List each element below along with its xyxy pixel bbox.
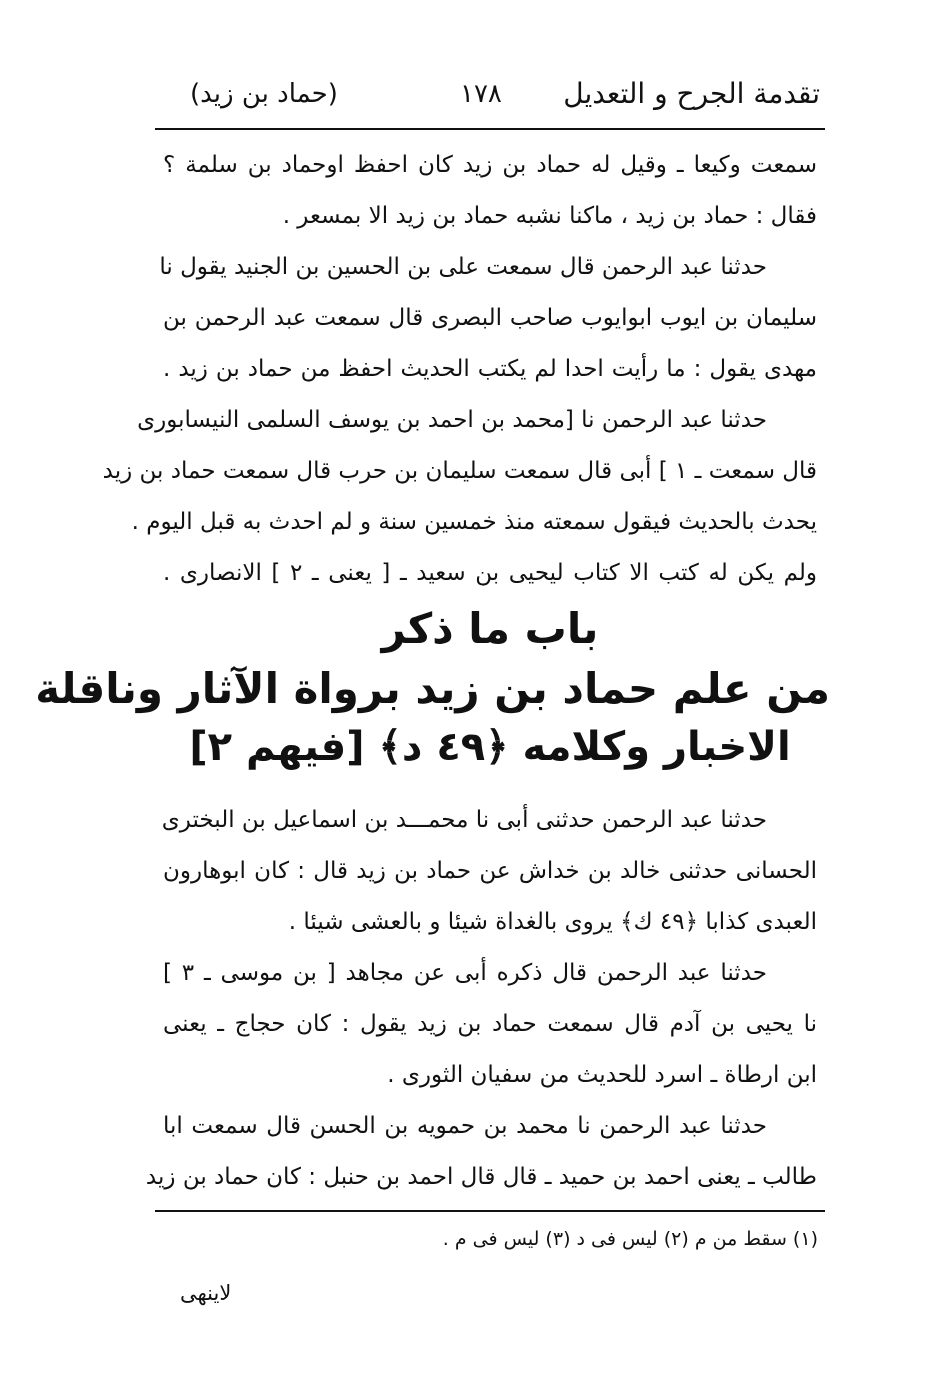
text-line: نا يحيى بن آدم قال سمعت حماد بن زيد يقول : كان حجاج ـ يعنى — [163, 1011, 817, 1037]
text-line: سليمان بن ايوب ابوايوب صاحب البصرى قال سمعت عبد الرحمن بن — [163, 305, 817, 331]
text-line: ولم يكن له كتب الا كتاب ليحيى بن سعيد ـ [ يعنى ـ ٢ ] الانصارى . — [163, 560, 817, 586]
chapter-heading-line: باب ما ذكر — [381, 604, 599, 653]
chapter-heading-line: الاخبار وكلامه ﴿٤٩ د﴾ [فيهم ٢] — [189, 724, 791, 770]
chapter-heading-line: من علم حماد بن زيد برواة الآثار وناقلة — [35, 664, 830, 713]
section-title: (حماد بن زيد) — [190, 79, 338, 109]
text-line: العبدى كذابا ﴿٤٩ ك﴾ يروى بالغداة شيئا و بالعشى شيئا . — [288, 909, 817, 935]
text-line: مهدى يقول : ما رأيت احدا لم يكتب الحديث احفظ من حماد بن زيد . — [163, 356, 817, 382]
text-line: حدثنا عبد الرحمن حدثنى أبى نا محمـــد بن اسماعيل بن البخترى — [161, 807, 767, 833]
text-line: حدثنا عبد الرحمن نا محمد بن حمويه بن الحسن قال سمعت ابا — [163, 1113, 767, 1139]
page-number: ١٧٨ — [460, 79, 502, 109]
text-line: طالب ـ يعنى احمد بن حميد ـ قال قال احمد بن حنبل : كان حماد بن زيد — [145, 1164, 817, 1190]
footnote: (١) سقط من م (٢) ليس فى د (٣) ليس فى م . — [442, 1228, 818, 1250]
main-text-upper — [102, 140, 817, 599]
chapter-heading — [35, 598, 830, 776]
catchword: لاينهى — [180, 1281, 232, 1305]
text-line: حدثنا عبد الرحمن قال ذكره أبى عن مجاهد [ بن موسى ـ ٣ ] — [163, 960, 767, 986]
text-line: ابن ارطاة ـ اسرد للحديث من سفيان الثورى . — [387, 1062, 817, 1088]
text-line: حدثنا عبد الرحمن نا [محمد بن احمد بن يوسف السلمى النيسابورى — [137, 407, 767, 433]
text-line: الحسانى حدثنى خالد بن خداش عن حماد بن زيد قال : كان ابوهارون — [163, 858, 817, 884]
book-title: تقدمة الجرح و التعديل — [563, 77, 820, 110]
text-line: قال سمعت ـ ١ ] أبى قال سمعت سليمان بن حرب قال سمعت حماد بن زيد — [102, 458, 817, 484]
main-text-lower — [145, 795, 817, 1203]
running-header — [160, 74, 820, 118]
text-line: يحدث بالحديث فيقول سمعته منذ خمسين سنة و لم احدث به قبل اليوم . — [131, 509, 817, 535]
text-line: حدثنا عبد الرحمن قال سمعت على بن الحسين بن الجنيد يقول نا — [159, 254, 767, 280]
header-rule — [155, 128, 825, 130]
footnote-rule — [155, 1210, 825, 1212]
text-line: فقال : حماد بن زيد ، ماكنا نشبه حماد بن زيد الا بمسعر . — [282, 203, 817, 229]
text-line: سمعت وكيعا ـ وقيل له حماد بن زيد كان احفظ اوحماد بن سلمة ؟ — [163, 152, 817, 178]
